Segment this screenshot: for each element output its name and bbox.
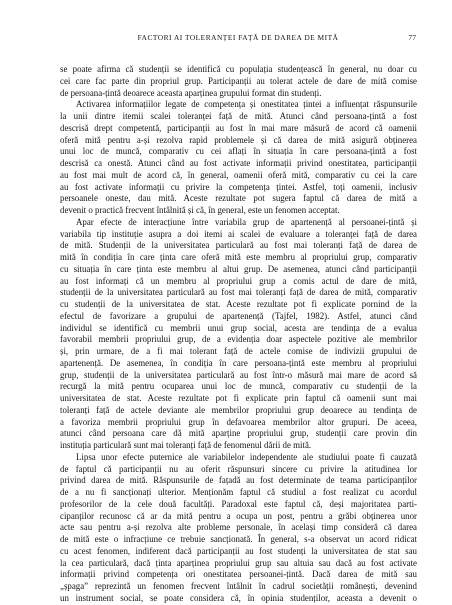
text-line: la unii dintre itemii scalei toleranței față de mită. Atunci când persoana-țintă a fost — [60, 111, 417, 121]
text-line: cipanților recunosc că ar da mită pentru a ocupa un post, pentru a grăbi obținerea unor — [60, 510, 417, 521]
text-line: toleranți față de actele deviante ale membrilor propriului grup deoarece au tendința de — [60, 404, 417, 415]
text-line: descrisă ca onestă. Atunci când au fost activate informații privind onestitatea, participanții — [60, 158, 417, 168]
text-line: se poate afirma că studenții se identifică cu populația studențească în general, nu doar cu — [60, 64, 417, 74]
text-line: de a nu fi sancționați ulterior. Menționăm faptul că studiul a fost realizat cu acordul — [60, 487, 417, 497]
text-line: favorabil membrii propriului grup, de a evidenția doar aspectele pozitive ale membrilor — [60, 334, 417, 345]
text-line: au fost activate informații cu privire la competența țintei. Astfel, toți oamenii, inclusiv — [60, 181, 417, 192]
text-line: mită în condiția în care ținta care oferă mită este membru al propriului grup, comparativ — [60, 252, 417, 262]
text-line: descrisă drept competentă, participanții au fost în mai mare măsură de acord că oamenii — [60, 122, 417, 133]
text-line: grup, studenții de la universitatea particulară au fost într-o măsură mai mare de acord să — [60, 369, 417, 380]
text-line: apartenență. De asemenea, în condiția în care persoana-țintă este membru al propriului — [60, 357, 417, 368]
text-line: universitatea de stat. Aceste rezultate pot fi explicate prin faptul că oamenii sunt mai — [60, 393, 417, 403]
text-line: variabila tip instituție asupra a doi itemi ai scalei de evaluare a toleranței față de darea — [60, 228, 417, 239]
text-line: au fost mai mult de acord că, în general, oamenii oferă mită, comparativ cu cei la care — [60, 169, 417, 180]
text-line: un instrument social, se poate considera că, în opinia studenților, aceasta a devenit o — [60, 592, 417, 603]
text-line: de mită. Studenții de la universitatea particulară au fost mai toleranți față de darea de — [60, 240, 417, 251]
text-line: Activarea informațiilor legate de competența și onestitatea țintei a influențat răspunsurile — [76, 99, 417, 110]
text-line: de mită este o infracțiune ce trebuie sancționată. În general, s-a observat un acord ridicat — [60, 534, 417, 544]
text-line: studenții de la universitatea particulară au fost mai toleranți față de darea de mită, comparativ — [60, 287, 417, 298]
text-line: acte sau pentru a-și rezolva alte probleme personale, în același timp consideră că darea — [60, 522, 417, 533]
text-line: „șpaga” reprezintă un fenomen frecvent întâlnit în cadrul societății românești, devenind — [60, 581, 417, 591]
text-line: instituția particulară sunt mai toleranți față de fenomenul dării de mită. — [60, 440, 312, 450]
text-line: cu situația în care ținta este membru al altui grup. De asemenea, atunci când participanții — [60, 263, 417, 274]
text-line: individul se identifică cu membrii unui grup social, acesta are tendința de a evalua — [60, 322, 417, 333]
text-line: cei care fac parte din propriul grup. Participanții au tolerat actele de dare de mită comise — [60, 75, 417, 86]
running-title: FACTORI AI TOLERANȚEI FAȚĂ DE DAREA DE MITĂ — [137, 33, 339, 42]
text-line: atunci când persoana care dă mită aparține propriului grup, studenții care provin din — [60, 428, 417, 439]
page-number: 77 — [408, 33, 416, 42]
text-line: unui loc de muncă, comparativ cu cei aflați în situația în care persoana-țintă a fost — [60, 146, 417, 157]
running-head — [60, 33, 416, 47]
text-line: la cea particulară, dacă ținta aparținea propriului grup sau altuia sau dacă au fost activate — [60, 557, 417, 568]
text-line: efectul de favorizare a grupului de apartenență (Tajfel, 1982). Astfel, atunci când — [60, 310, 417, 321]
text-line: Lipsa unor efecte puternice ale variabilelor independente ale studiului poate fi cauzată — [76, 451, 417, 462]
text-line: cu studenții de la universitatea de stat. Aceste rezultate pot fi explicate pornind de la — [60, 299, 417, 309]
text-line: a favoriza membrii propriului grup în defavoarea membrilor altor grupuri. De aceea, — [60, 416, 417, 427]
text-line: de faptul că participanții nu au oferit răspunsuri sincere cu privire la atitudinea lor — [60, 463, 417, 474]
text-line: au fost informați că un membru al propriului grup a comis actul de dare de mită, — [60, 275, 417, 286]
text-line: devenit o practică frecvent întâlnită și că, în general, este un fenomen acceptat. — [60, 205, 340, 215]
text-line: oferă mită pentru a-și rezolva rapid problemele și că darea de mită asigură obținerea — [60, 134, 417, 145]
text-line: privind darea de mită. Răspunsurile de fațadă au fost determinate de teama participanților — [60, 475, 417, 486]
text-line: cu acest fenomen, indiferent dacă participanții au fost studenți la universitatea de stat sau — [60, 545, 417, 556]
text-line: profesorilor de la cele două facultăți. Paradoxal este faptul că, deși majoritatea parti- — [60, 498, 417, 509]
text-line: persoanele oneste, dau mită. Aceste rezultate pot sugera faptul că darea de mită a — [60, 193, 417, 204]
text-line: și, prin urmare, de a fi mai tolerant față de actele comise de indivizii grupului de — [60, 346, 417, 356]
text-line: Apar efecte de interacțiune între variabila grup de apartenență al persoanei-țintă și — [76, 216, 417, 227]
text-line: recurgă la mită pentru ocuparea unui loc de muncă, comparativ cu studenții de la — [60, 381, 417, 392]
body-text — [60, 64, 417, 605]
text-line: de persoana-țintă deoarece aceasta aparținea grupului format din studenți. — [60, 87, 322, 98]
text-line: informații privind competența ori onestitatea persoanei-țintă. Dacă darea de mită sau — [60, 569, 417, 580]
